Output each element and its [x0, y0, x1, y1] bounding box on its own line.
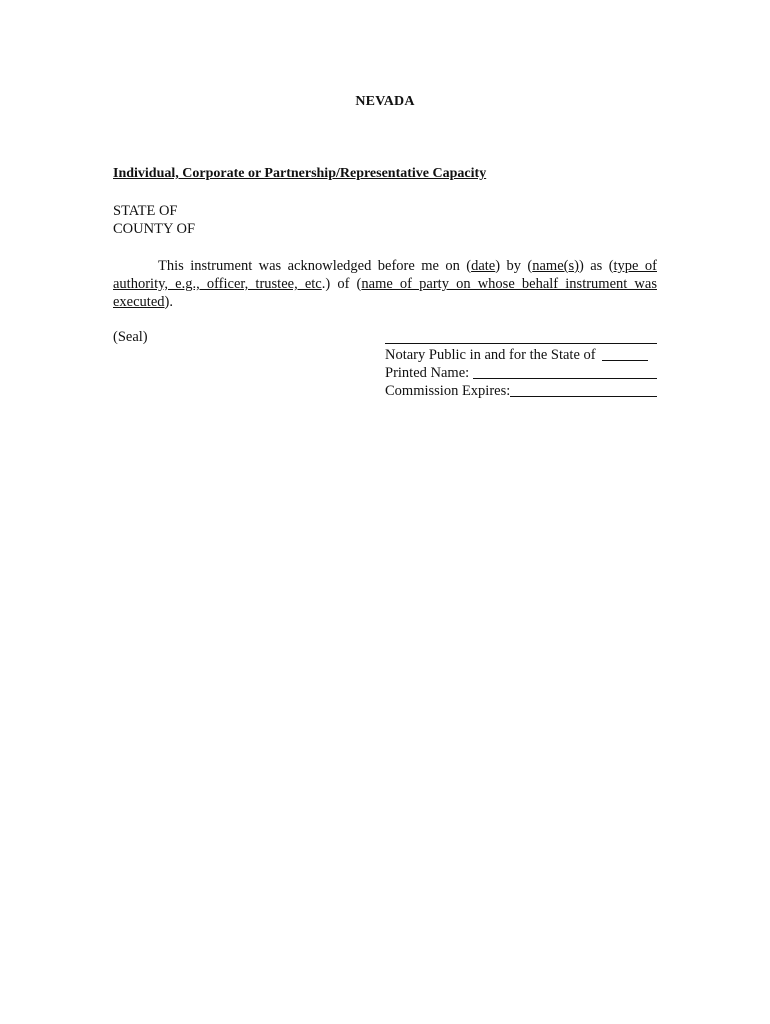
commission-expires-row: [385, 382, 657, 400]
paragraph-text: ) by (: [495, 258, 533, 274]
seal-label: (Seal): [113, 329, 148, 345]
commission-expires-blank[interactable]: [510, 383, 657, 397]
printed-name-row: [385, 364, 657, 382]
county-of-label: COUNTY OF: [113, 221, 196, 237]
party-placeholder: name of party on whose behalf instrument was executed: [113, 276, 657, 310]
notary-state-blank[interactable]: [602, 347, 648, 361]
state-of-label: STATE OF: [113, 203, 178, 219]
section-heading: Individual, Corporate or Partnership/Representative Capacity: [113, 166, 487, 181]
paragraph-text: ) as (: [578, 258, 614, 274]
paragraph-text: ).: [164, 294, 173, 310]
paragraph-text: This instrument was acknowledged before me on (: [158, 258, 472, 274]
notary-state-row: [385, 346, 657, 364]
acknowledgment-paragraph: [113, 257, 657, 311]
signature-block: [385, 327, 657, 400]
authority-placeholder: type of authority, e.g., officer, trustee, etc: [113, 258, 657, 292]
notary-signature-line[interactable]: [385, 327, 657, 344]
date-placeholder: date: [471, 258, 496, 274]
names-placeholder: name(s): [532, 258, 579, 274]
commission-expires-label: Commission Expires:: [385, 383, 511, 399]
notary-public-label: Notary Public in and for the State of: [385, 347, 596, 363]
printed-name-label: Printed Name:: [385, 365, 470, 381]
paragraph-text: .) of (: [321, 276, 362, 292]
printed-name-blank[interactable]: [473, 365, 657, 379]
document-title: NEVADA: [355, 94, 415, 109]
